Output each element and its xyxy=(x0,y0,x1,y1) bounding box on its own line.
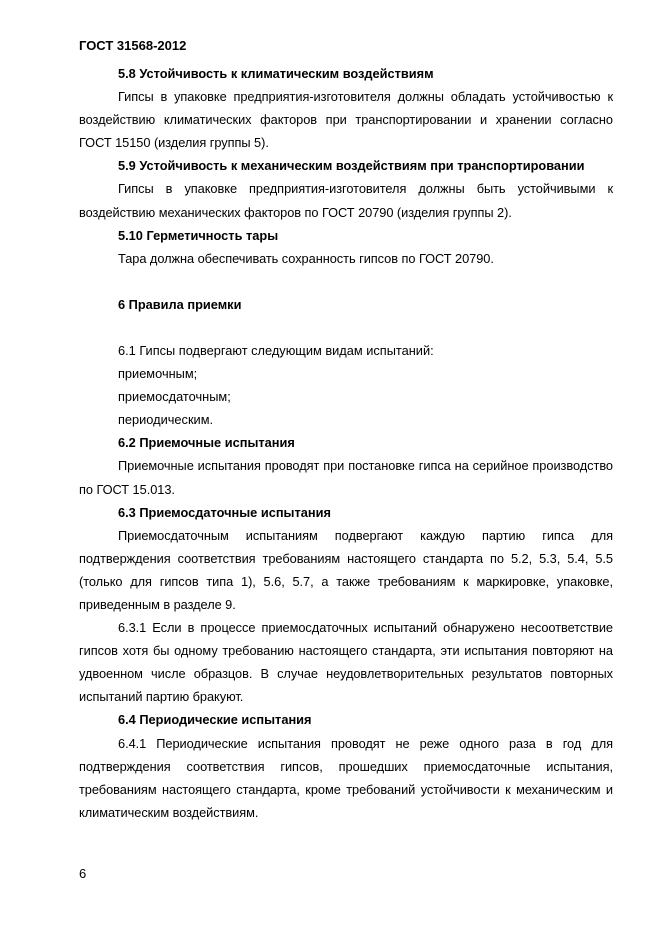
list-item-delivery-acceptance: приемосдаточным; xyxy=(118,389,231,405)
section-heading-5-9: 5.9 Устойчивость к механическим воздействиям при транспортировании xyxy=(118,158,585,174)
section-text-6-2: Приемочные испытания проводят при постановке гипса на серийное производство по ГОСТ 15.013. xyxy=(79,458,613,497)
page-number: 6 xyxy=(79,866,87,881)
list-item-periodic: периодическим. xyxy=(118,412,214,428)
section-text-5-10: Тара должна обеспечивать сохранность гипсов по ГОСТ 20790. xyxy=(118,250,494,266)
section-heading-5-8: 5.8 Устойчивость к климатическим воздействиям xyxy=(118,66,434,81)
document-body xyxy=(79,62,613,824)
section-heading-6-3: 6.3 Приемосдаточные испытания xyxy=(118,504,331,520)
section-text-5-9: Гипсы в упаковке предприятия-изготовителя должны быть устойчивыми к воздействию механических факторов по ГОСТ 20790 (изделия группы 2). xyxy=(79,181,613,220)
section-heading-6-4: 6.4 Периодические испытания xyxy=(118,712,312,728)
section-heading-5-10: 5.10 Герметичность тары xyxy=(118,227,279,243)
list-item-acceptance: приемочным; xyxy=(118,366,198,382)
section-text-6-3-1: 6.3.1 Если в процессе приемосдаточных испытаний обнаружено несоответствие гипсов хотя бы одному требованию настоящего стандарта, эти испытания повторяют на удвоенном числе образцов. В случае неудовлетворительных результатов повторных испытаний партию бракуют. xyxy=(79,620,613,705)
section-text-6-1: 6.1 Гипсы подвергают следующим видам испытаний: xyxy=(118,342,434,358)
section-text-6-3: Приемосдаточным испытаниям подвергают каждую партию гипса для подтверждения соответствия требованиям настоящего стандарта по 5.2, 5.3, 5.4, 5.5 (только для гипсов типа 1), 5.6, 5.7, а также требованиям к маркировке, упаковке, приведенным в разделе 9. xyxy=(79,527,613,612)
section-text-5-8: Гипсы в упаковке предприятия-изготовителя должны обладать устойчивостью к воздействию климатических факторов при транспортировании и хранении согласно ГОСТ 15150 (изделия группы 5). xyxy=(79,89,613,151)
document-id: ГОСТ 31568-2012 xyxy=(79,38,187,53)
section-text-6-4-1: 6.4.1 Периодические испытания проводят не реже одного раза в год для подтверждения соответствия гипсов, прошедших приемосдаточные испытания, требованиям настоящего стандарта, кроме требований устойчивости к механическим и климатическим воздействиям. xyxy=(79,735,613,820)
section-heading-6-2: 6.2 Приемочные испытания xyxy=(118,435,295,451)
section-heading-6: 6 Правила приемки xyxy=(118,296,242,312)
